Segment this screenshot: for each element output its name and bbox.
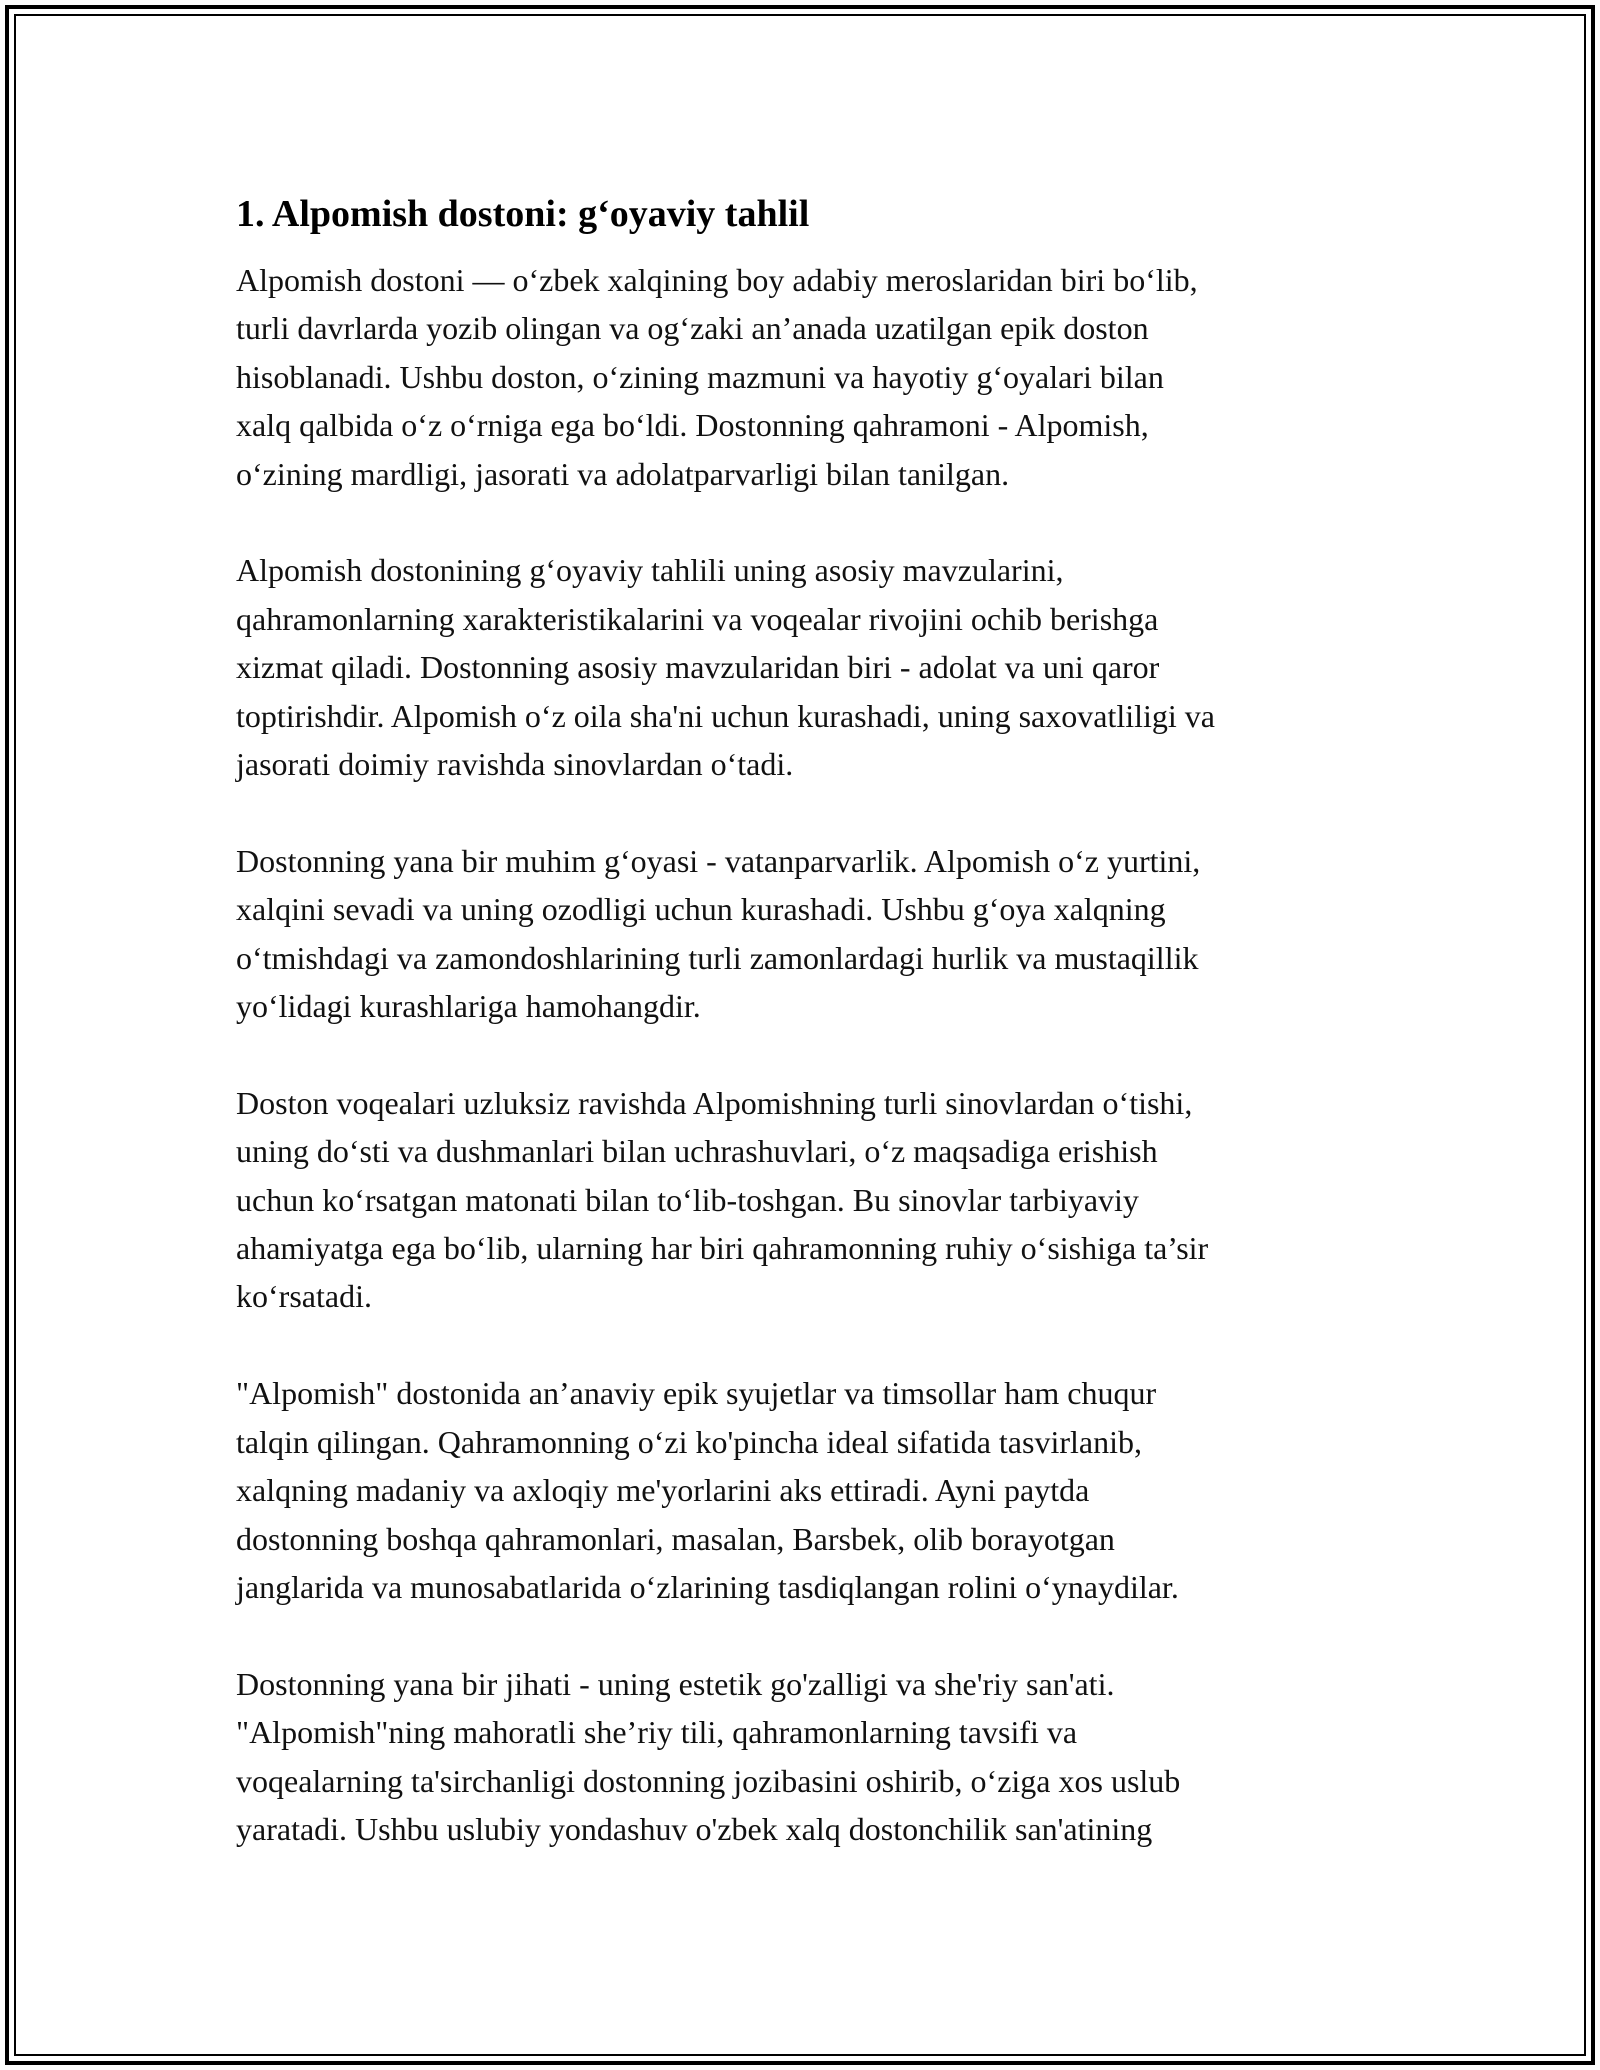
document-body (236, 188, 1380, 1902)
paragraph (236, 256, 1380, 498)
paragraph-line: Dostonning yana bir jihati - uning estetik go'zalligi va she'riy san'ati. (236, 1665, 1115, 1702)
paragraph-line: qahramonlarning xarakteristikalarini va voqealar rivojini ochib berishga (236, 600, 1159, 637)
paragraph-line: uning do‘sti va dushmanlari bilan uchrashuvlari, o‘z maqsadiga erishish (236, 1133, 1158, 1170)
paragraph-line: "Alpomish" dostonida an’anaviy epik syujetlar va timsollar ham chuqur (236, 1375, 1157, 1412)
paragraph-line: ko‘rsatadi. (236, 1278, 372, 1315)
paragraph-line: jasorati doimiy ravishda sinovlardan o‘tadi. (236, 746, 794, 783)
paragraph-line: yo‘lidagi kurashlariga hamohangdir. (236, 988, 701, 1025)
paragraph-line: "Alpomish"ning mahoratli she’riy tili, qahramonlarning tavsifi va (236, 1714, 1078, 1751)
paragraph-line: yaratadi. Ushbu uslubiy yondashuv o'zbek xalq dostonchilik san'atining (236, 1810, 1153, 1847)
paragraph-line: o‘tmishdagi va zamondoshlarining turli zamonlardagi hurlik va mustaqillik (236, 939, 1199, 976)
paragraph-line: janglarida va munosabatlarida o‘zlarining tasdiqlangan rolini o‘ynaydilar. (236, 1568, 1179, 1605)
paragraph (236, 1369, 1380, 1611)
paragraph-line: uchun ko‘rsatgan matonati bilan to‘lib-toshgan. Bu sinovlar tarbiyaviy (236, 1181, 1139, 1218)
paragraph-line: xalqini sevadi va uning ozodligi uchun kurashadi. Ushbu g‘oya xalqning (236, 891, 1166, 928)
paragraph-line: Alpomish dostoni — o‘zbek xalqining boy adabiy meroslaridan biri bo‘lib, (236, 262, 1198, 298)
paragraph-line: Doston voqealari uzluksiz ravishda Alpomishning turli sinovlardan o‘tishi, (236, 1084, 1193, 1121)
paragraph-line: Dostonning yana bir muhim g‘oyasi - vatanparvarlik. Alpomish o‘z yurtini, (236, 842, 1201, 879)
paragraph-line: xizmat qiladi. Dostonning asosiy mavzularidan biri - adolat va uni qaror (236, 649, 1160, 686)
paragraph-line: Alpomish dostonining g‘oyaviy tahlili uning asosiy mavzularini, (236, 552, 1064, 589)
paragraph (236, 837, 1380, 1031)
paragraph-line: xalq qalbida o‘z o‘rniga ega bo‘ldi. Dostonning qahramoni - Alpomish, (236, 407, 1149, 444)
paragraph-line: ahamiyatga ega bo‘lib, ularning har biri qahramonning ruhiy o‘sishiga ta’sir (236, 1230, 1209, 1267)
paragraph-line: xalqning madaniy va axloqiy me'yorlarini aks ettiradi. Ayni paytda (236, 1472, 1090, 1509)
paragraph-line: turli davrlarda yozib olingan va og‘zaki an’anada uzatilgan epik doston (236, 310, 1149, 347)
paragraph-list (236, 256, 1380, 1853)
paragraph-line: voqealarning ta'sirchanligi dostonning jozibasini oshirib, o‘ziga xos uslub (236, 1762, 1181, 1799)
paragraph-line: talqin qilingan. Qahramonning o‘zi ko'pincha ideal sifatida tasvirlanib, (236, 1423, 1142, 1460)
paragraph (236, 1660, 1380, 1854)
paragraph-line: o‘zining mardligi, jasorati va adolatparvarligi bilan tanilgan. (236, 455, 1010, 492)
paragraph-line: hisoblanadi. Ushbu doston, o‘zining mazmuni va hayotiy g‘oyalari bilan (236, 358, 1164, 395)
paragraph (236, 1079, 1380, 1321)
section-heading: 1. Alpomish dostoni: g‘oyaviy tahlil (236, 193, 810, 235)
paragraph (236, 546, 1380, 788)
paragraph-line: toptirishdir. Alpomish o‘z oila sha'ni uchun kurashadi, uning saxovatliligi va (236, 697, 1215, 734)
paragraph-line: dostonning boshqa qahramonlari, masalan, Barsbek, olib borayotgan (236, 1520, 1115, 1557)
